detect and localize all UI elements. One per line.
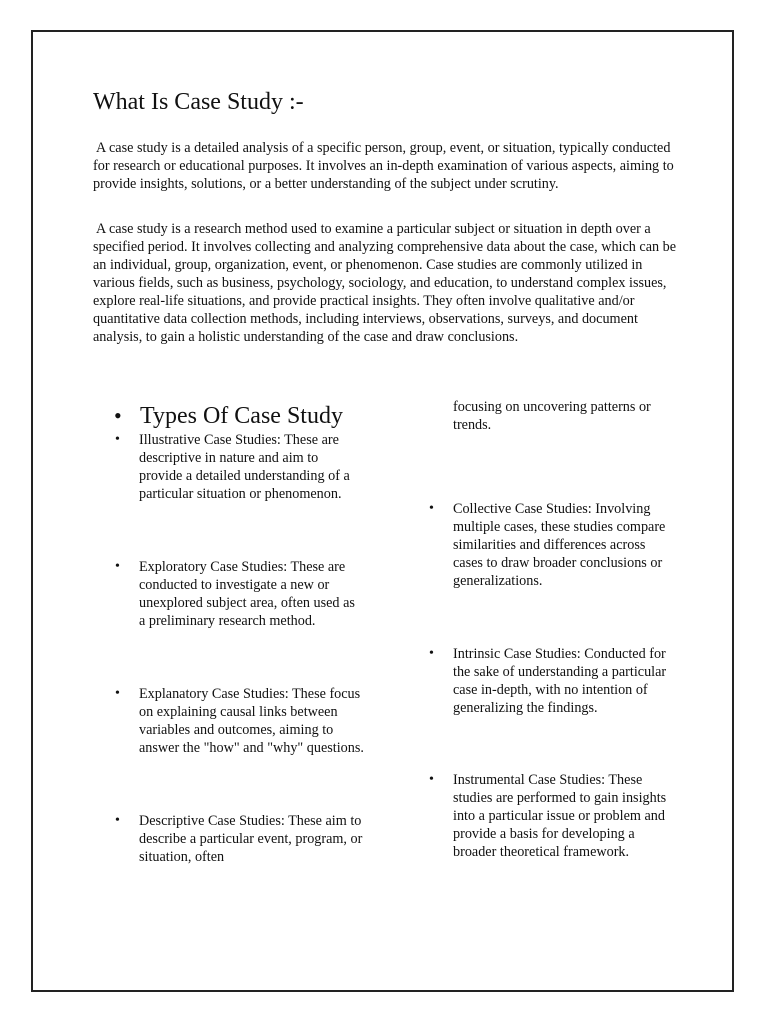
list-item-intrinsic: [429, 645, 678, 717]
intro-paragraph-1: A case study is a detailed analysis of a specific person, group, event, or situation, typically conducted for research or educational purposes. It involves an in-depth examination of various aspects, aiming to provide insights, solutions, or a better understanding of the subject under scrutiny.: [93, 140, 674, 192]
list-item-text: Illustrative Case Studies: These are descriptive in nature and aim to provide a detailed understanding of a particular situation or phenomenon.: [139, 432, 350, 502]
bullet-icon: •: [115, 559, 120, 574]
types-heading-text: Types Of Case Study: [140, 403, 343, 429]
list-item-explanatory: [115, 685, 364, 757]
list-item-text: Intrinsic Case Studies: Conducted for the sake of understanding a particular case in-depth, with no intention of generalizing the findings.: [453, 646, 667, 716]
list-item-collective: [429, 500, 678, 590]
bullet-icon: •: [115, 686, 120, 701]
bullet-icon: •: [429, 646, 434, 661]
list-item-text: Instrumental Case Studies: These studies are performed to gain insights into a particular issue or problem and provide a basis for developing a broader theoretical framework.: [453, 772, 667, 860]
bullet-icon: •: [115, 432, 120, 447]
list-item-exploratory: [115, 558, 364, 630]
bullet-icon: •: [114, 403, 122, 428]
list-item-continuation: focusing on uncovering patterns or trends.: [453, 399, 651, 433]
list-item-instrumental: [429, 771, 678, 861]
bullet-icon: •: [115, 813, 120, 828]
bullet-icon: •: [429, 772, 434, 787]
document-title: What Is Case Study :-: [93, 89, 304, 115]
list-item-text: Explanatory Case Studies: These focus on explaining causal links between variables and outcomes, aiming to answer the "how" and "why" questions.: [139, 686, 364, 756]
list-item-illustrative: [115, 431, 364, 503]
intro-paragraph-2: A case study is a research method used to examine a particular subject or situation in depth over a specified period. It involves collecting and analyzing comprehensive data about the case, which can be an individual, group, organization, event, or phenomenon. Case studies are commonly utilized in various fields, such as business, psychology, sociology, and education, to understand complex issues, explore real-life situations, and provide practical insights. They often involve qualitative and/or quantitative data collection methods, including interviews, observations, surveys, and document analysis, to gain a holistic understanding of the case and draw conclusions.: [93, 221, 677, 345]
types-heading: [114, 400, 343, 432]
list-item-text: Exploratory Case Studies: These are conducted to investigate a new or unexplored subject area, often used as a preliminary research method.: [139, 559, 355, 629]
bullet-icon: •: [429, 501, 434, 516]
list-item-text: Collective Case Studies: Involving multiple cases, these studies compare similarities and differences across cases to draw broader conclusions or generalizations.: [453, 501, 666, 589]
list-item-descriptive: [115, 812, 364, 866]
list-item-text: Descriptive Case Studies: These aim to describe a particular event, program, or situation, often: [139, 813, 363, 865]
